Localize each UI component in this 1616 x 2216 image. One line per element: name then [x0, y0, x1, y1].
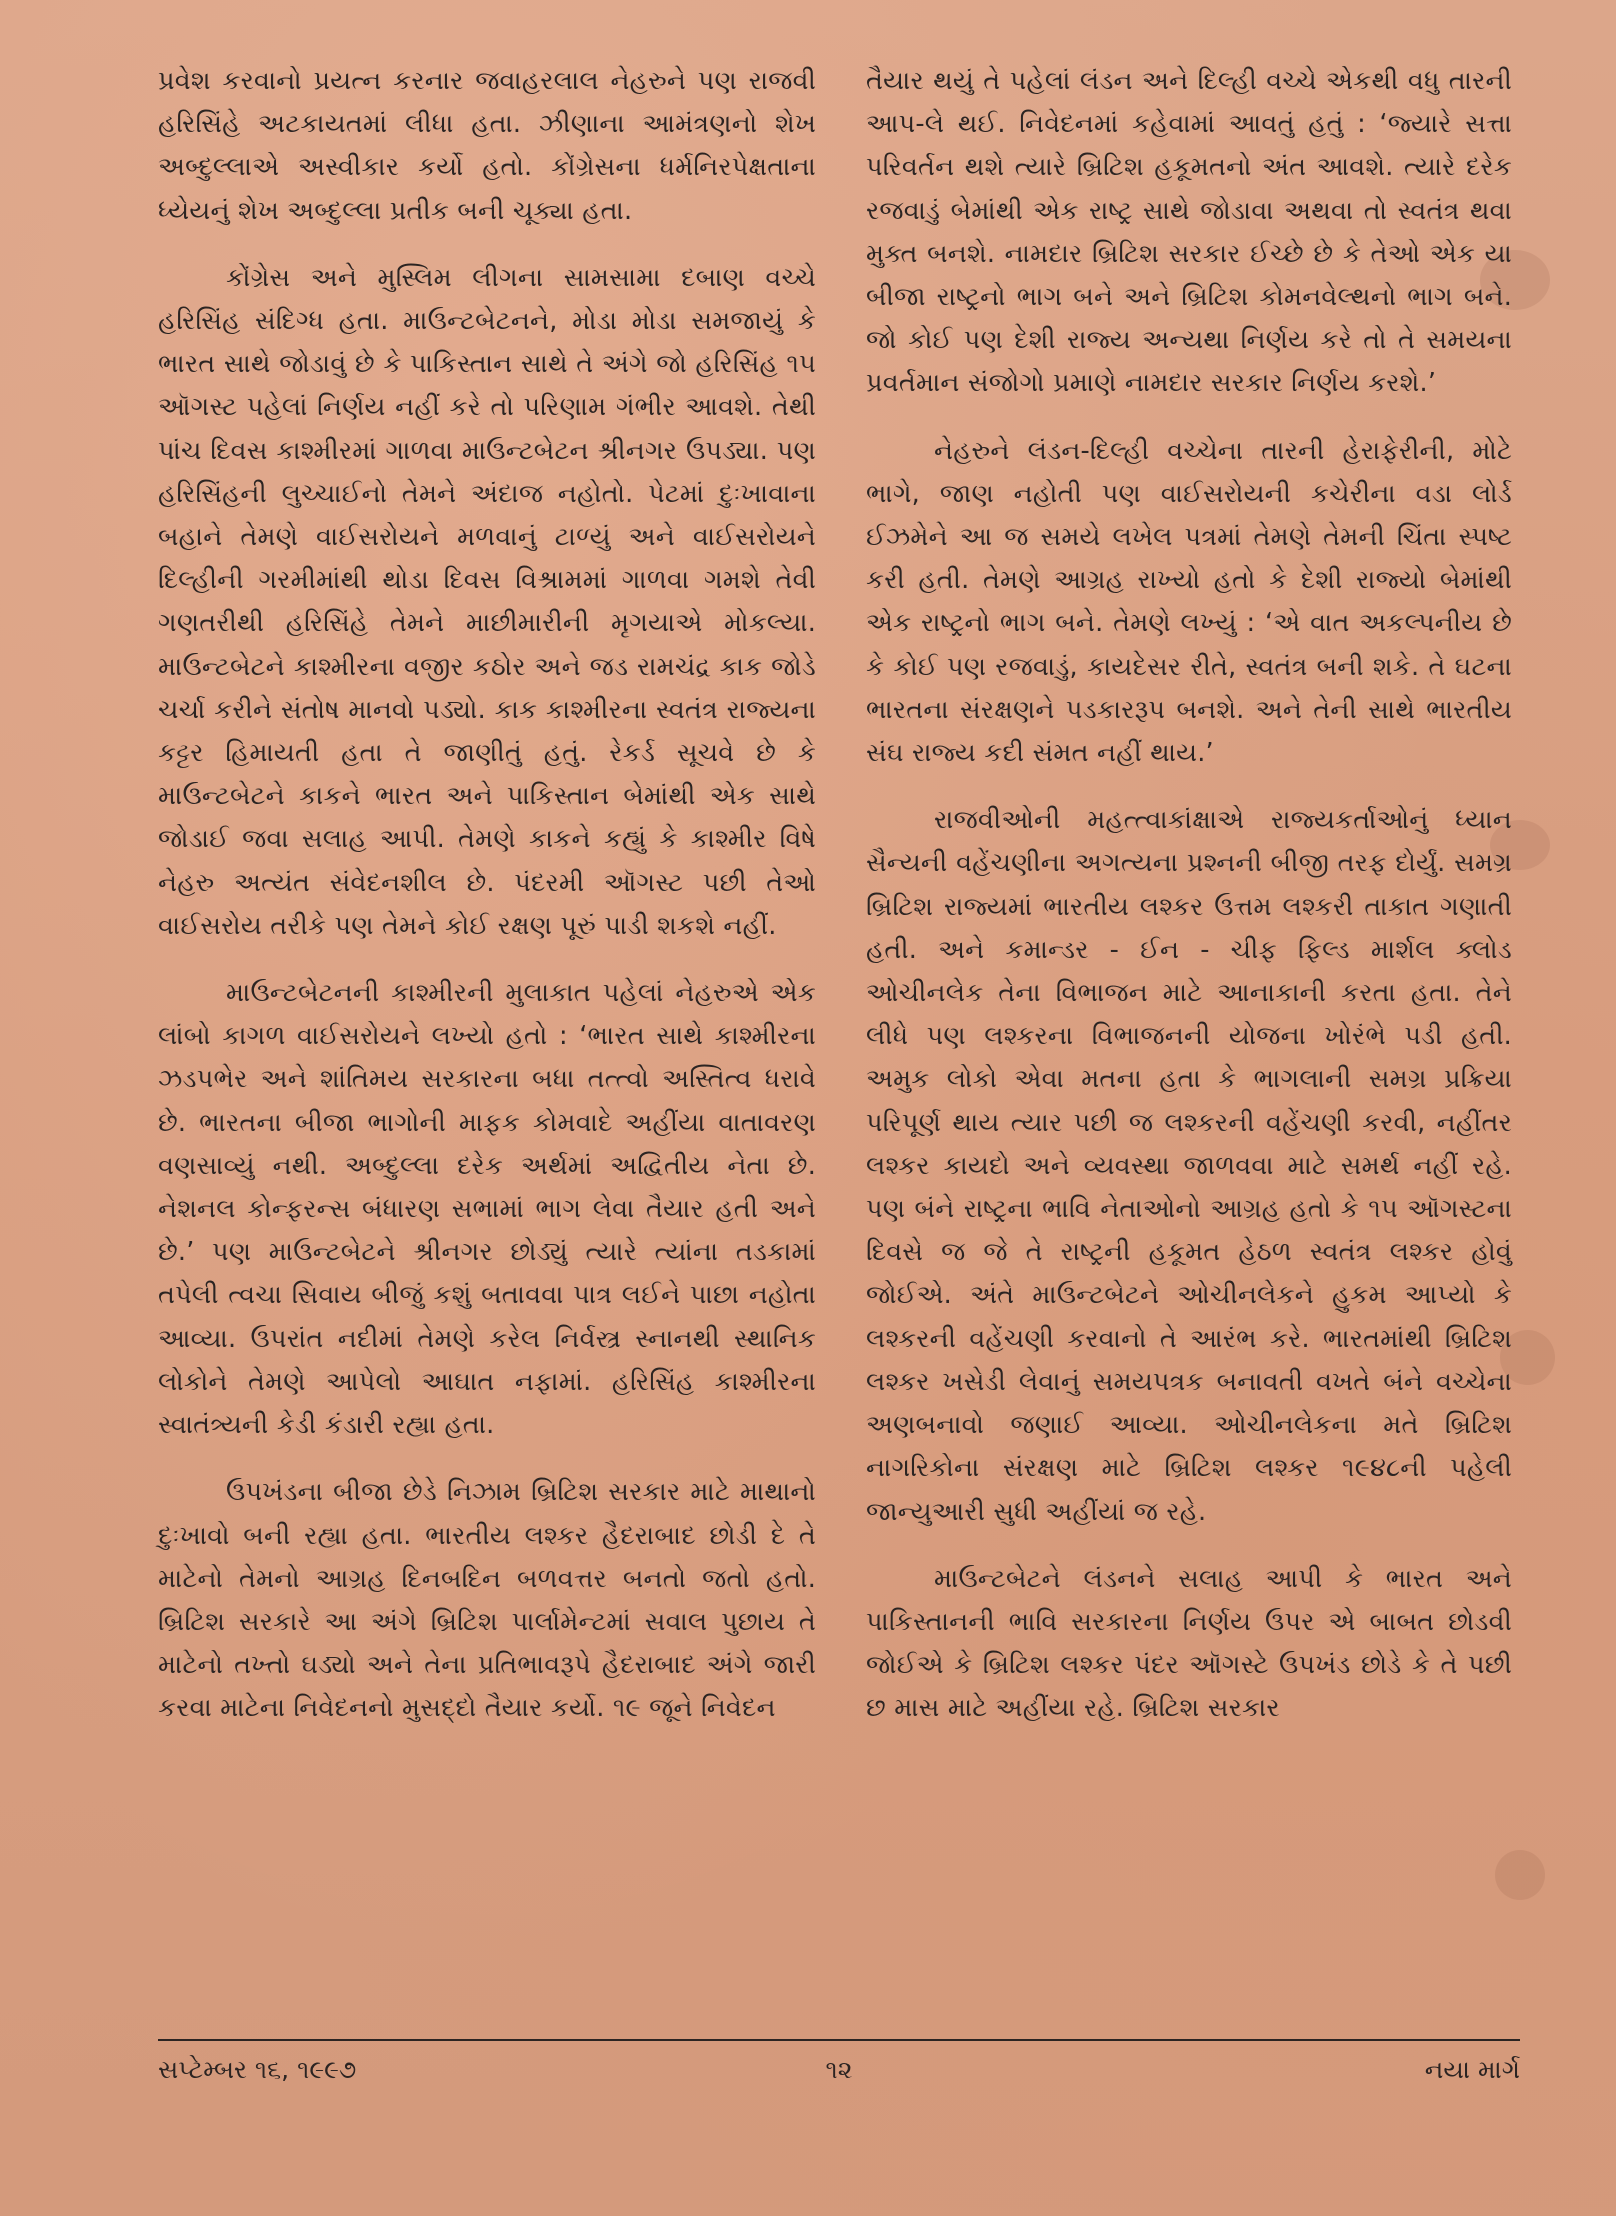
paragraph: રાજવીઓની મહત્ત્વાકાંક્ષાએ રાજ્યકર્તાઓનું ધ્યાન સૈન્યની વહેંચણીના અગત્યના પ્રશ્નની બીજી તરફ દોર્યું. સમગ્ર બ્રિટિશ રાજ્યમાં ભારતીય લશ્કર ઉત્તમ લશ્કરી તાકાત ગણાતી હતી. અને કમાન્ડર - ઈન - ચીફ ફિલ્ડ માર્શલ ક્લોડ ઓચીનલેક તેના વિભાજન માટે આનાકાની કરતા હતા. તેને લીધે પણ લશ્કરના વિભાજનની યોજના ખોરંભે પડી હતી. અમુક લોકો એવા મતના હતા કે ભાગલાની સમગ્ર પ્રક્રિયા પરિપૂર્ણ થાય ત્યાર પછી જ લશ્કરની વહેંચણી કરવી, નહીંતર લશ્કર કાયદો અને વ્યવસ્થા જાળવવા માટે સમર્થ નહીં રહે. પણ બંને રાષ્ટ્રના ભાવિ નેતાઓનો આગ્રહ હતો કે ૧૫ ઑગસ્ટના દિવસે જ જે તે રાષ્ટ્રની હકૂમત હેઠળ સ્વતંત્ર લશ્કર હોવું જોઈએ. અંતે માઉન્ટબેટને ઓચીનલેકને હુકમ આપ્યો કે લશ્કરની વહેંચણી કરવાનો તે આરંભ કરે. ભારતમાંથી બ્રિટિશ લશ્કર ખસેડી લેવાનું સમયપત્રક બનાવતી વખતે બંને વચ્ચેના અણબનાવો જણાઈ આવ્યા. ઓચીનલેકના મતે બ્રિટિશ નાગરિકોના સંરક્ષણ માટે બ્રિટિશ લશ્કર ૧૯૪૮ની પહેલી જાન્યુઆરી સુધી અહીંયાં જ રહે.	[866, 805, 1512, 1527]
paper-stain	[1495, 1850, 1545, 1900]
paragraph: પ્રવેશ કરવાનો પ્રયત્ન કરનાર જવાહરલાલ નેહરુને પણ રાજવી હરિસિંહે અટકાયતમાં લીધા હતા. ઝીણાના આમંત્રણનો શેખ અબ્દુલ્લાએ અસ્વીકાર કર્યો હતો. કોંગ્રેસના ધર્મનિરપેક્ષતાના ધ્યેયનું શેખ અબ્દુલ્લા પ્રતીક બની ચૂક્યા હતા.	[158, 66, 816, 226]
footer-rule	[158, 2039, 1520, 2041]
paragraph: તૈયાર થયું તે પહેલાં લંડન અને દિલ્હી વચ્ચે એકથી વધુ તારની આપ-લે થઈ. નિવેદનમાં કહેવામાં આવતું હતું : ‘જ્યારે સત્તા પરિવર્તન થશે ત્યારે બ્રિટિશ હકૂમતનો અંત આવશે. ત્યારે દરેક રજવાડું બેમાંથી એક રાષ્ટ્ર સાથે જોડાવા અથવા તો સ્વતંત્ર થવા મુક્ત બનશે. નામદાર બ્રિટિશ સરકાર ઈચ્છે છે કે તેઓ એક યા બીજા રાષ્ટ્રનો ભાગ બને અને બ્રિટિશ કોમનવેલ્થનો ભાગ બને. જો કોઈ પણ દેશી રાજ્ય અન્યથા નિર્ણય કરે તો તે સમયના પ્રવર્તમાન સંજોગો પ્રમાણે નામદાર સરકાર નિર્ણય કરશે.’	[866, 66, 1512, 399]
paragraph: માઉન્ટબેટનની કાશ્મીરની મુલાકાત પહેલાં નેહરુએ એક લાંબો કાગળ વાઈસરોયને લખ્યો હતો : ‘ભારત સાથે કાશ્મીરના ઝડપભેર અને શાંતિમય સરકારના બધા તત્ત્વો અસ્તિત્વ ધરાવે છે. ભારતના બીજા ભાગોની માફક કોમવાદે અહીંયા વાતાવરણ વણસાવ્યું નથી. અબ્દુલ્લા દરેક અર્થમાં અદ્વિતીય નેતા છે. નેશનલ કોન્ફરન્સ બંધારણ સભામાં ભાગ લેવા તૈયાર હતી અને છે.’ પણ માઉન્ટબેટને શ્રીનગર છોડ્યું ત્યારે ત્યાંના તડકામાં તપેલી ત્વચા સિવાય બીજું કશું બતાવવા પાત્ર લઈને પાછા નહોતા આવ્યા. ઉપરાંત નદીમાં તેમણે કરેલ નિર્વસ્ત્ર સ્નાનથી સ્થાનિક લોકોને તેમણે આપેલો આઘાત નફામાં. હરિસિંહ કાશ્મીરના સ્વાતંત્ર્યની કેડી કંડારી રહ્યા હતા.	[158, 978, 816, 1441]
paragraph: કોંગ્રેસ અને મુસ્લિમ લીગના સામસામા દબાણ વચ્ચે હરિસિંહ સંદિગ્ધ હતા. માઉન્ટબેટનને, મોડા મોડા સમજાયું કે ભારત સાથે જોડાવું છે કે પાકિસ્તાન સાથે તે અંગે જો હરિસિંહ ૧૫ ઑગસ્ટ પહેલાં નિર્ણય નહીં કરે તો પરિણામ ગંભીર આવશે. તેથી પાંચ દિવસ કાશ્મીરમાં ગાળવા માઉન્ટબેટન શ્રીનગર ઉપડ્યા. પણ હરિસિંહની લુચ્ચાઈનો તેમને અંદાજ નહોતો. પેટમાં દુઃખાવાના બહાને તેમણે વાઈસરોયને મળવાનું ટાળ્યું અને વાઈસરોયને દિલ્હીની ગરમીમાંથી થોડા દિવસ વિશ્રામમાં ગાળવા ગમશે તેવી ગણતરીથી હરિસિંહે તેમને માછીમારીની મૃગયાએ મોકલ્યા. માઉન્ટબેટને કાશ્મીરના વજીર કઠોર અને જડ રામચંદ્ર કાક જોડે ચર્ચા કરીને સંતોષ માનવો પડ્યો. કાક કાશ્મીરના સ્વતંત્ર રાજ્યના કટ્ટર હિમાયતી હતા તે જાણીતું હતું. રેકર્ડ સૂચવે છે કે માઉન્ટબેટને કાકને ભારત અને પાકિસ્તાન બેમાંથી એક સાથે જોડાઈ જવા સલાહ આપી. તેમણે કાકને કહ્યું કે કાશ્મીર વિષે નેહરુ અત્યંત સંવેદનશીલ છે. પંદરમી ઑગસ્ટ પછી તેઓ વાઈસરોય તરીકે પણ તેમને કોઈ રક્ષણ પૂરું પાડી શકશે નહીં.	[158, 262, 816, 941]
paragraph: માઉન્ટબેટને લંડનને સલાહ આપી કે ભારત અને પાકિસ્તાનની ભાવિ સરકારના નિર્ણય ઉપર એ બાબત છોડવી જોઈએ કે બ્રિટિશ લશ્કર પંદર ઑગસ્ટે ઉપખંડ છોડે કે તે પછી છ માસ માટે અહીંયા રહે. બ્રિટિશ સરકાર	[866, 1563, 1512, 1724]
paragraph: નેહરુને લંડન-દિલ્હી વચ્ચેના તારની હેરાફેરીની, મોટે ભાગે, જાણ નહોતી પણ વાઈસરોયની કચેરીના વડા લોર્ડ ઈઝમેને આ જ સમયે લખેલ પત્રમાં તેમણે તેમની ચિંતા સ્પષ્ટ કરી હતી. તેમણે આગ્રહ રાખ્યો હતો કે દેશી રાજ્યો બેમાંથી એક રાષ્ટ્રનો ભાગ બને. તેમણે લખ્યું : ‘એ વાત અકલ્પનીય છે કે કોઈ પણ રજવાડું, કાયદેસર રીતે, સ્વતંત્ર બની શકે. તે ઘટના ભારતના સંરક્ષણને પડકારરૂપ બનશે. અને તેની સાથે ભારતીય સંઘ રાજ્ય કદી સંમત નહીં થાય.’	[866, 435, 1512, 769]
magazine-name: નયા માર્ગ	[1424, 2055, 1520, 2084]
left-column	[158, 60, 816, 1731]
page-number: ૧૨	[825, 2055, 853, 2084]
right-column	[866, 60, 1512, 1731]
paragraph: ઉપખંડના બીજા છેડે નિઝામ બ્રિટિશ સરકાર માટે માથાનો દુઃખાવો બની રહ્યા હતા. ભારતીય લશ્કર હૈદરાબાદ છોડી દે તે માટેનો તેમનો આગ્રહ દિનબદિન બળવત્તર બનતો જતો હતો. બ્રિટિશ સરકારે આ અંગે બ્રિટિશ પાર્લામેન્ટમાં સવાલ પુછાય તે માટેનો તખ્તો ઘડ્યો અને તેના પ્રતિભાવરૂપે હૈદરાબાદ અંગે જારી કરવા માટેના નિવેદનનો મુસદ્દો તૈયાર કર્યો. ૧૯ જૂને નિવેદન	[158, 1477, 816, 1724]
page-footer	[158, 2048, 1520, 2092]
issue-date: સપ્ટેમ્બર ૧૬, ૧૯૯૭	[158, 2055, 357, 2084]
